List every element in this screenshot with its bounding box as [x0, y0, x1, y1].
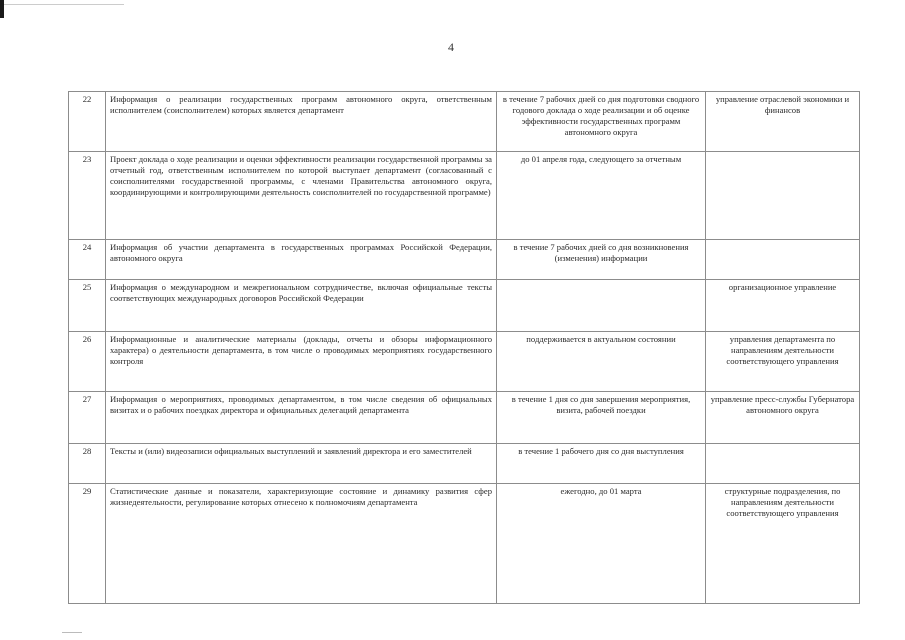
responsible-unit: управление пресс-службы Губернатора автономного округа: [706, 392, 860, 444]
table-row: [69, 280, 860, 332]
row-number: 24: [69, 240, 106, 280]
row-number: 29: [69, 484, 106, 604]
publication-term: до 01 апреля года, следующего за отчетным: [497, 152, 706, 240]
responsible-unit: структурные подразделения, по направлениям деятельности соответствующего управления: [706, 484, 860, 604]
publication-term: ежегодно, до 01 марта: [497, 484, 706, 604]
publication-term: поддерживается в актуальном состоянии: [497, 332, 706, 392]
info-description: Тексты и (или) видеозаписи официальных выступлений и заявлений директора и его заместителей: [106, 444, 497, 484]
responsible-unit: организационное управление: [706, 280, 860, 332]
page-number: 4: [448, 40, 454, 54]
responsible-unit: управления департамента по направлениям деятельности соответствующего управления: [706, 332, 860, 392]
scan-top-line: [4, 4, 124, 5]
row-number: 26: [69, 332, 106, 392]
responsible-unit: [706, 444, 860, 484]
info-description: Информация о международном и межрегиональном сотрудничестве, включая официальные тексты соответствующих международных договоров Российской Федерации: [106, 280, 497, 332]
info-description: Информация об участии департамента в государственных программах Российской Федерации, автономного округа: [106, 240, 497, 280]
responsible-unit: [706, 152, 860, 240]
row-number: 27: [69, 392, 106, 444]
responsible-unit: управление отраслевой экономики и финансов: [706, 92, 860, 152]
publication-term: [497, 280, 706, 332]
table-row: [69, 240, 860, 280]
info-description: Проект доклада о ходе реализации и оценки эффективности реализации государственной программы за отчетный год, ответственным исполнителем по которой выступает департамент (согласованный с соисполнителями государственной программы, с членами Правительства автономного округа, координирующими и контролирующими деятельность соисполнителей по государственной программе): [106, 152, 497, 240]
row-number: 28: [69, 444, 106, 484]
row-number: 25: [69, 280, 106, 332]
table-row: [69, 392, 860, 444]
table-row: [69, 332, 860, 392]
table-row: [69, 152, 860, 240]
responsible-unit: [706, 240, 860, 280]
row-number: 22: [69, 92, 106, 152]
info-description: Информация о мероприятиях, проводимых департаментом, в том числе сведения об официальных визитах и о рабочих поездках директора и официальных делегаций департамента: [106, 392, 497, 444]
publication-term: в течение 1 дня со дня завершения мероприятия, визита, рабочей поездки: [497, 392, 706, 444]
information-table: [68, 91, 860, 604]
info-description: Информационные и аналитические материалы (доклады, отчеты и обзоры информационного характера) о деятельности департамента, в том числе о проводимых мероприятиях государственного контроля: [106, 332, 497, 392]
scan-edge-mark: [0, 0, 4, 18]
publication-term: в течение 1 рабочего дня со дня выступления: [497, 444, 706, 484]
table-row: [69, 444, 860, 484]
row-number: 23: [69, 152, 106, 240]
publication-term: в течение 7 рабочих дней со дня возникновения (изменения) информации: [497, 240, 706, 280]
scan-foot-mark: [62, 632, 82, 633]
info-description: Информация о реализации государственных программ автономного округа, ответственным исполнителем (соисполнителем) которых является департамент: [106, 92, 497, 152]
table-row: [69, 92, 860, 152]
table-row: [69, 484, 860, 604]
publication-term: в течение 7 рабочих дней со дня подготовки сводного годового доклада о ходе реализации и об оценке эффективности государственных программ автономного округа: [497, 92, 706, 152]
info-description: Статистические данные и показатели, характеризующие состояние и динамику развития сфер жизнедеятельности, регулирование которых отнесено к полномочиям департамента: [106, 484, 497, 604]
